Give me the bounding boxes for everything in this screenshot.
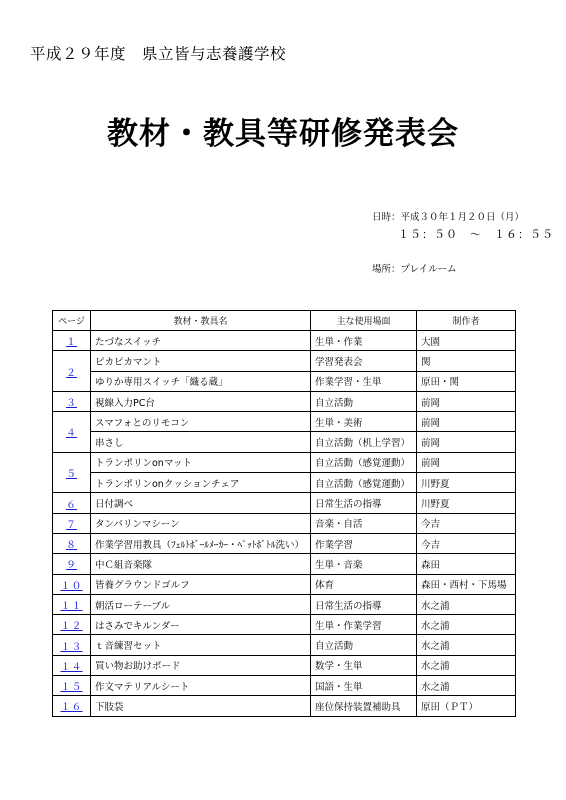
maker-cell: 森田・西村・下馬場 [417,574,516,594]
page-link[interactable]: ２ [66,367,77,379]
usage-scene-cell: 作業学習 [311,533,417,553]
page-cell [53,574,91,594]
usage-scene-cell: 作業学習・生単 [311,371,417,391]
page-cell [53,676,91,696]
maker-cell: 関 [417,351,516,371]
usage-scene-cell: 生単・美術 [311,412,417,432]
material-name-cell: ゆりか専用スイッチ「織る蔵」 [91,371,311,391]
material-name-cell: スマフォとのリモコン [91,412,311,432]
page-cell [53,615,91,635]
maker-cell: 前岡 [417,432,516,452]
event-date: 日時：平成３０年１月２０日（月） [372,212,525,223]
page-cell [53,696,91,716]
material-name-cell: はさみでキルンダー [91,615,311,635]
table-row [53,493,516,513]
usage-scene-cell: 数学・生単 [311,655,417,675]
page-link[interactable]: ７ [66,519,77,531]
material-name-cell: 作業学習用教具（ﾌｪﾙﾄﾎﾞｰﾙﾒｰｶｰ・ﾍﾟｯﾄﾎﾞﾄﾙ洗い） [91,533,311,553]
material-name-cell: トランポリンonクッションチェア [91,473,311,493]
page-cell [53,635,91,655]
page-link[interactable]: ６ [66,499,77,511]
usage-scene-cell: 日常生活の指導 [311,493,417,513]
usage-scene-cell: 生単・音楽 [311,554,417,574]
maker-cell: 大園 [417,331,516,351]
maker-cell: 原田・関 [417,371,516,391]
usage-scene-cell: 音楽・自活 [311,513,417,533]
table-row [53,473,516,493]
table-row [53,533,516,553]
header-name: 教材・教具名 [91,311,311,331]
page-cell [53,351,91,392]
maker-cell: 水之浦 [417,615,516,635]
maker-cell: 水之浦 [417,635,516,655]
maker-cell: 森田 [417,554,516,574]
material-name-cell: 日付調べ [91,493,311,513]
page-link[interactable]: １０ [60,580,83,592]
table-row [53,331,516,351]
table-row [53,696,516,716]
table-row [53,412,516,432]
usage-scene-cell: 生単・作業 [311,331,417,351]
maker-cell: 前岡 [417,452,516,472]
table-row [53,574,516,594]
table-row [53,594,516,614]
page-cell [53,391,91,411]
material-name-cell: 視線入力PC台 [91,391,311,411]
page-cell [53,594,91,614]
maker-cell: 前岡 [417,391,516,411]
material-name-cell: 買い物お助けボード [91,655,311,675]
table-row [53,391,516,411]
material-name-cell: 作文マテリアルシート [91,676,311,696]
page-link[interactable]: ８ [66,540,77,552]
header-scene: 主な使用場面 [311,311,417,331]
usage-scene-cell: 生単・作業学習 [311,615,417,635]
school-year-line: 平成２９年度 県立皆与志養護学校 [30,45,287,63]
page-cell [53,513,91,533]
usage-scene-cell: 自立活動（感覚運動） [311,452,417,472]
event-time: １５：５０ ～ １６：５５ [398,228,554,241]
maker-cell: 前岡 [417,412,516,432]
usage-scene-cell: 国語・生単 [311,676,417,696]
page-link[interactable]: １６ [60,702,83,714]
maker-cell: 原田（ＰＴ） [417,696,516,716]
event-place: 場所：プレイルーム [372,264,457,275]
maker-cell: 今吉 [417,513,516,533]
page-link[interactable]: ５ [66,469,77,481]
page-cell [53,412,91,453]
maker-cell: 今吉 [417,533,516,553]
material-name-cell: 串さし [91,432,311,452]
maker-cell: 川野夏 [417,473,516,493]
material-name-cell: タンバリンマシーン [91,513,311,533]
table-row [53,432,516,452]
material-name-cell: 下肢袋 [91,696,311,716]
table-header-row [53,311,516,331]
table-row [53,452,516,472]
page-link[interactable]: ９ [66,560,77,572]
table-row [53,635,516,655]
usage-scene-cell: 自立活動 [311,635,417,655]
usage-scene-cell: 体育 [311,574,417,594]
materials-table [52,310,516,717]
page-link[interactable]: １１ [60,601,83,612]
page-cell [53,493,91,513]
page-link[interactable]: ４ [66,428,77,440]
usage-scene-cell: 座位保持装置補助具 [311,696,417,716]
page-link[interactable]: １２ [60,621,83,633]
table-row [53,351,516,371]
material-name-cell: ピカピカマント [91,351,311,371]
material-name-cell: 朝活ローテーブル [91,594,311,614]
material-name-cell: 皆養グラウンドゴルフ [91,574,311,594]
usage-scene-cell: 自立活動 [311,391,417,411]
header-maker: 制作者 [417,311,516,331]
page-link[interactable]: １ [66,337,77,349]
usage-scene-cell: 日常生活の指導 [311,594,417,614]
maker-cell: 川野夏 [417,493,516,513]
page-link[interactable]: ３ [66,398,77,410]
page-link[interactable]: １３ [60,641,83,653]
table-row [53,655,516,675]
maker-cell: 水之浦 [417,676,516,696]
maker-cell: 水之浦 [417,655,516,675]
maker-cell: 水之浦 [417,594,516,614]
material-name-cell: ｔ音練習セット [91,635,311,655]
table-row [53,676,516,696]
table-row [53,615,516,635]
usage-scene-cell: 学習発表会 [311,351,417,371]
table-row [53,554,516,574]
header-page: ページ [53,311,91,331]
table-body [53,331,516,717]
page-cell [53,331,91,351]
table-row [53,371,516,391]
page-link[interactable]: １４ [60,661,83,673]
material-name-cell: トランポリンonマット [91,452,311,472]
page-link[interactable]: １５ [60,682,83,694]
page-title: 教材・教具等研修発表会 [107,116,459,152]
page-cell [53,533,91,553]
usage-scene-cell: 自立活動（机上学習） [311,432,417,452]
page-cell [53,554,91,574]
page-cell [53,452,91,493]
usage-scene-cell: 自立活動（感覚運動） [311,473,417,493]
material-name-cell: 中Ｃ組音楽隊 [91,554,311,574]
page-cell [53,655,91,675]
table-row [53,513,516,533]
material-name-cell: たづなスイッチ [91,331,311,351]
